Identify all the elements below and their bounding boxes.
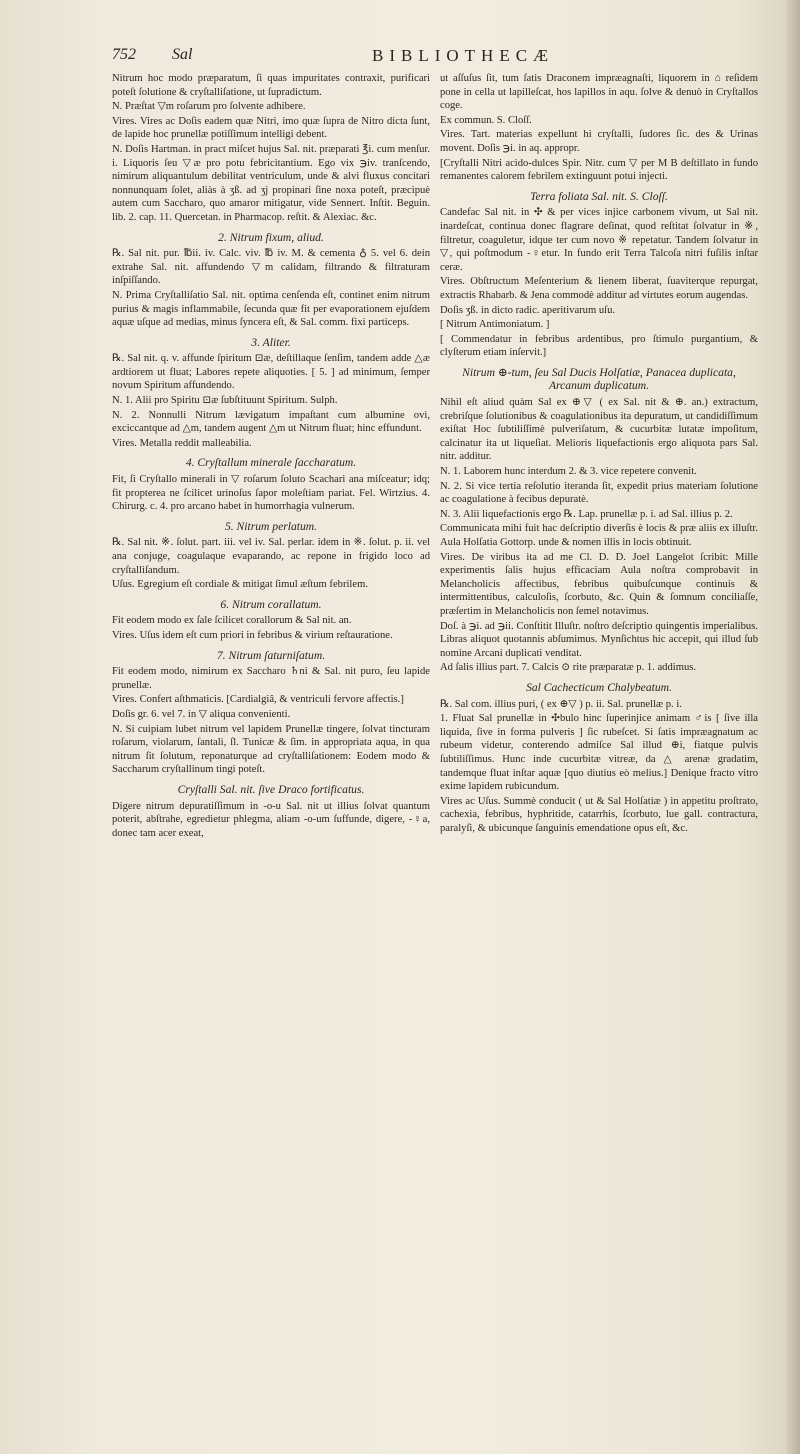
paragraph: Uſus. Egregium eſt cordiale & mitigat ſimul æſtum febrilem.	[112, 579, 368, 591]
section-heading: Cryſtalli Sal. nit. ſive Draco fortificatus.	[177, 782, 365, 796]
paragraph: [Cryſtalli Nitri acido-dulces Spir. Nitr. cum ▽ per M B deſtillato in fundo remanentes calorem febrilem extinguunt potui injecti.	[440, 157, 758, 183]
paragraph: N. 3. Alii liquefactionis ergo ℞. Lap. prunellæ p. i. ad Sal. illius p. 2.	[440, 508, 733, 520]
paragraph: Fit eodem modo ex ſale ſcilicet corallorum & Sal nit. an.	[112, 615, 352, 627]
paragraph: N. Doſis Hartman. in pract miſcet hujus Sal. nit. præparati ℥i. cum menſur. i. Liquoris ſeu ▽æ pro potu febricitantium. Ego vix ℈iv. tranſcendo, nimirum aliquantulum debilitat ventriculum, unde & alvi fluxus concitari nonnunquam ſolet, aliàs à ʒß. ad ʒj propinari ſine noxa poteſt, præcipuè autem cum Saccharo, quo amaror mitigatur, vide Sennert. Inſtit. Beguin. lib. 2. cap. 11. Quercetan. in Pharmacop. reſtit. & Alexiac. &c.	[112, 143, 430, 223]
paragraph: ℞. Sal nit. ※. ſolut. part. iii. vel iv. Sal. perlar. idem in ※. ſolut. p. ii. vel ana conjuge, coagulaque evaparando, ac repone in frigido loco ad cryſtalliſandum.	[112, 537, 430, 576]
paragraph: 1. Fluat Sal prunellæ in ✣bulo hinc ſuperinjice animam ♂is [ ſive illa liquida, ſive in forma pulveris ] ſic rubeſcet. Si ſatis impræagnatum ac rubeum videtur, conterendo admiſce Sal illud ⊕i, fiatque pulvis ſubtiliſſimus. Hunc inde cucurbitæ vitreæ, da △ arenæ gradatim, tandemque fluat inſtar aquæ [quo diutius eò melius.] Denique fracto vitro exime lapidem rubicundum.	[440, 713, 758, 793]
paragraph: Communicata mihi fuit hac deſcriptio diverſis è locis & præ aliis ex illuſtr. Aula Holſatia Gottorp. unde & nomen illis in locis obtinuit.	[440, 523, 758, 548]
paragraph: Vires. De viribus ita ad me Cl. D. D. Joel Langelot ſcribit: Mille experimentis ſalis hujus efficaciam Aula noſtra comprobavit in Melancholicis affectibus, febribus quibuſcunque continuis & intermittentibus, calculoſis, ſcorbuto, &c. Quin & ſomnum conciliaſſe, præſertim in Melancholicis non ſemel notavimus.	[440, 551, 758, 617]
paragraph: Ex commun. S. Cloſſ.	[440, 114, 532, 126]
page-header	[112, 46, 762, 72]
page-edge-shadow	[786, 0, 800, 1454]
paragraph: N. 2. Si vice tertia reſolutio iteranda ſit, expedit prius materiam ſolutione ac coagulatione à fecibus depuratè.	[440, 480, 758, 506]
paragraph: Vires. Tart. materias expellunt hi cryſtalli, ſudores ſic. des & Urinas movent. Doſis ℈i. in aq. appropr.	[440, 129, 758, 154]
section-heading: 4. Cryſtallum minerale ſaccharatum.	[185, 456, 357, 470]
section-heading: 7. Nitrum ſaturniſatum.	[216, 648, 326, 662]
running-title: BIBLIOTHECÆ	[372, 46, 555, 65]
header-title: Sal	[172, 46, 193, 63]
paragraph: Nitrum hoc modo præparatum, ſi quas impuritates contraxit, purificari poteſt ſolutione & cryſtalliſatione, ut ſupradictum.	[112, 73, 430, 98]
paragraph: ℞. Sal nit. q. v. affunde ſpiritum ⊡æ, deſtillaque ſenſim, tandem adde △æ ardtiorem ut fluat; Labores repete aliquoties. [ 5. ] ad minimum, ſemper novum Spiritum affundendo.	[112, 353, 430, 392]
paragraph: Doſis ʒß. in dicto radic. aperitivarum uſu.	[440, 304, 616, 316]
paragraph: Fit, ſi Cryſtallo minerali in ▽ roſarum ſoluto Scachari ana miſceatur; idq; fit propterea ne ſcilicet urinoſus ſapor moleſtiam pariat. Fel. Wirtzius. 4. Chirurg. c. 4. pro arcano habet in humorrhagia vulnerum.	[112, 474, 430, 513]
paragraph: ℞. Sal com. illius puri, ( ex ⊕▽ ) p. ii. Sal. prunellæ p. i.	[440, 698, 682, 710]
paragraph: Vires. Obſtructum Meſenterium & lienem liberat, ſuaviterque repurgat, extractis Rhabarb. & Jena commodè additur ad virtutes eorum augendas.	[440, 276, 758, 301]
page-number: 752	[112, 46, 136, 63]
paragraph: N. Prima Cryſtalliſatio Sal. nit. optima cenſenda eſt, continet enim nitrum purius & magis inflammabile, ſecunda quæ fit per evaporationem ejuſdem aquæ uſque ad medias, minus ſyncera eſt, & Sal. comm. fixi particeps.	[112, 289, 430, 329]
paragraph: Vires. Uſus idem eſt cum priori in febribus & virium reſtauratione.	[112, 629, 393, 641]
paragraph: Doſ. à ℈i. ad ℈ii. Conſtitit Illuſtr. noſtro deſcriptio quingentis imperialibus. Libras aliquot quotannis abſumimus. Mynſichtus hic accepit, qui illud ſub nomine Arcani duplicati venditat.	[440, 620, 758, 659]
section-heading: Nitrum ⊕-tum, ſeu Sal Ducis Holſatiæ, Panacea duplicata, Arcanum duplicatum.	[462, 365, 736, 393]
paragraph: ℞. Sal nit. pur. ℔ii. iv. Calc. viv. ℔ iv. M. & cementa ♁ 5. vel 6. dein extrahe Sal. nit. affundendo ▽m calidam, filtrando & filtraturam inſpiſſando.	[112, 248, 430, 287]
right-column	[440, 72, 758, 1402]
paragraph: Candefac Sal nit. in ✣ & per vices injice carbonem vivum, ut Sal nit. inardeſcat, continua donec flagrare deſinat, quod reſtitat ſolvatur in ※, filtretur, coaguletur, idque ter cum novo ※ repetatur. Tandem ſolvatur in ▽, qui poſtmodum -♀etur. In fundo erit Terra Talcoſa nitri fuſilis inſtar ceræ.	[440, 207, 758, 273]
paragraph: Ad ſalis illius part. 7. Calcis ⊙ rite præparatæ p. 1. addimus.	[440, 662, 697, 674]
section-heading: 2. Nitrum fixum, aliud.	[218, 230, 324, 244]
paragraph: Vires ac Uſus. Summè conducit ( ut & Sal Holſatiæ ) in appetitu proſtrato, cachexia, febribus, hyphritide, catarrhis, ſcorbuto, lue gall. contractura, paralyſi, & ubicunque ſanguinis emendatione opus eſt, &c.	[440, 795, 758, 834]
section-heading: 3. Aliter.	[251, 335, 291, 349]
paragraph: N. 1. Laborem hunc interdum 2. & 3. vice repetere convenit.	[440, 466, 697, 478]
paragraph: Doſis gr. 6. vel 7. in ▽ aliqua convenienti.	[112, 708, 291, 720]
paragraph: ut aſſuſus ſit, tum ſatis Draconem impræagnaſti, liquorem in ⌂ reſidem pone in cella ut lapilleſcat, hos lapillos in aqu. ſolve & denuò in Cryſtallos coge.	[440, 73, 758, 112]
paragraph: N. Præſtat ▽m roſarum pro ſolvente adhibere.	[112, 101, 306, 113]
paragraph: [ Commendatur in febribus ardentibus, pro ſtimulo purgantium, & clyſterum etiam inſervit.]	[440, 333, 758, 359]
paragraph: Nihil eſt aliud quàm Sal ex ⊕▽ ( ex Sal. nit & ⊕. an.) extractum, crebriſque ſolutionibus & coagulationibus ita depuratum, ut candidiſſimum exiſtat Hoc ſubtiliſſimè pulveriſatum, & cucurbitæ lutatæ impoſitum, calcinatur ita ut liqueſiat. Melioris liquefactionis ergo aliquota pars Sal. nitr. additur.	[440, 397, 758, 463]
section-heading: 6. Nitrum corallatum.	[220, 597, 322, 611]
paragraph: N. 1. Alii pro Spiritu ⊡æ ſubſtituunt Spiritum. Sulph.	[112, 395, 338, 407]
paragraph: Vires. Confert aſthmaticis. [Cardialgiâ, & ventriculi fervore affectis.]	[112, 694, 404, 706]
section-heading: 5. Nitrum perlatum.	[224, 519, 318, 533]
paragraph: Vires. Vires ac Doſis eadem quæ Nitri, imo quæ ſupra de Nitro dicta ſunt, de lapide hoc prunellæ potiſſimum intelligi debent.	[112, 115, 430, 141]
paragraph: Vires. Metalla reddit malleabilia.	[112, 437, 252, 449]
paragraph: N. Si cuipiam lubet nitrum vel lapidem Prunellæ tingere, ſolvat tincturam roſarum, violarum, ſantali, ſl. Tunicæ & ſim. in appropriata aqua, in qua nitrum ſit ſolutum, reponaturque ad cryſtalliſationem: Eodem modo & Saccharum cryſtallinum tingi poteſt.	[112, 723, 430, 776]
paragraph: [ Nitrum Antimoniatum. ]	[440, 319, 550, 331]
left-column	[112, 72, 430, 1402]
paragraph: N. 2. Nonnulli Nitrum lævigatum impaſtant cum albumine ovi, exciccantque ad △m, tandem augent △m ut Nitrum fluat; hinc effundunt.	[112, 409, 430, 435]
section-heading: Terra foliata Sal. nit. S. Cloſſ.	[530, 189, 668, 203]
paragraph: Digere nitrum depuratiſſimum in -o-u Sal. nit ut illius ſolvat quantum poterit, abſtrahe, egredietur phlegma, aliam -o-um ſuffunde, digere, -♀a, donec tam acer exeat,	[112, 800, 430, 839]
section-heading: Sal Cachecticum Chalybeatum.	[526, 680, 672, 694]
paragraph: Fit eodem modo, nimirum ex Saccharo ♄ni & Sal. nit puro, ſeu lapide prunellæ.	[112, 666, 430, 691]
